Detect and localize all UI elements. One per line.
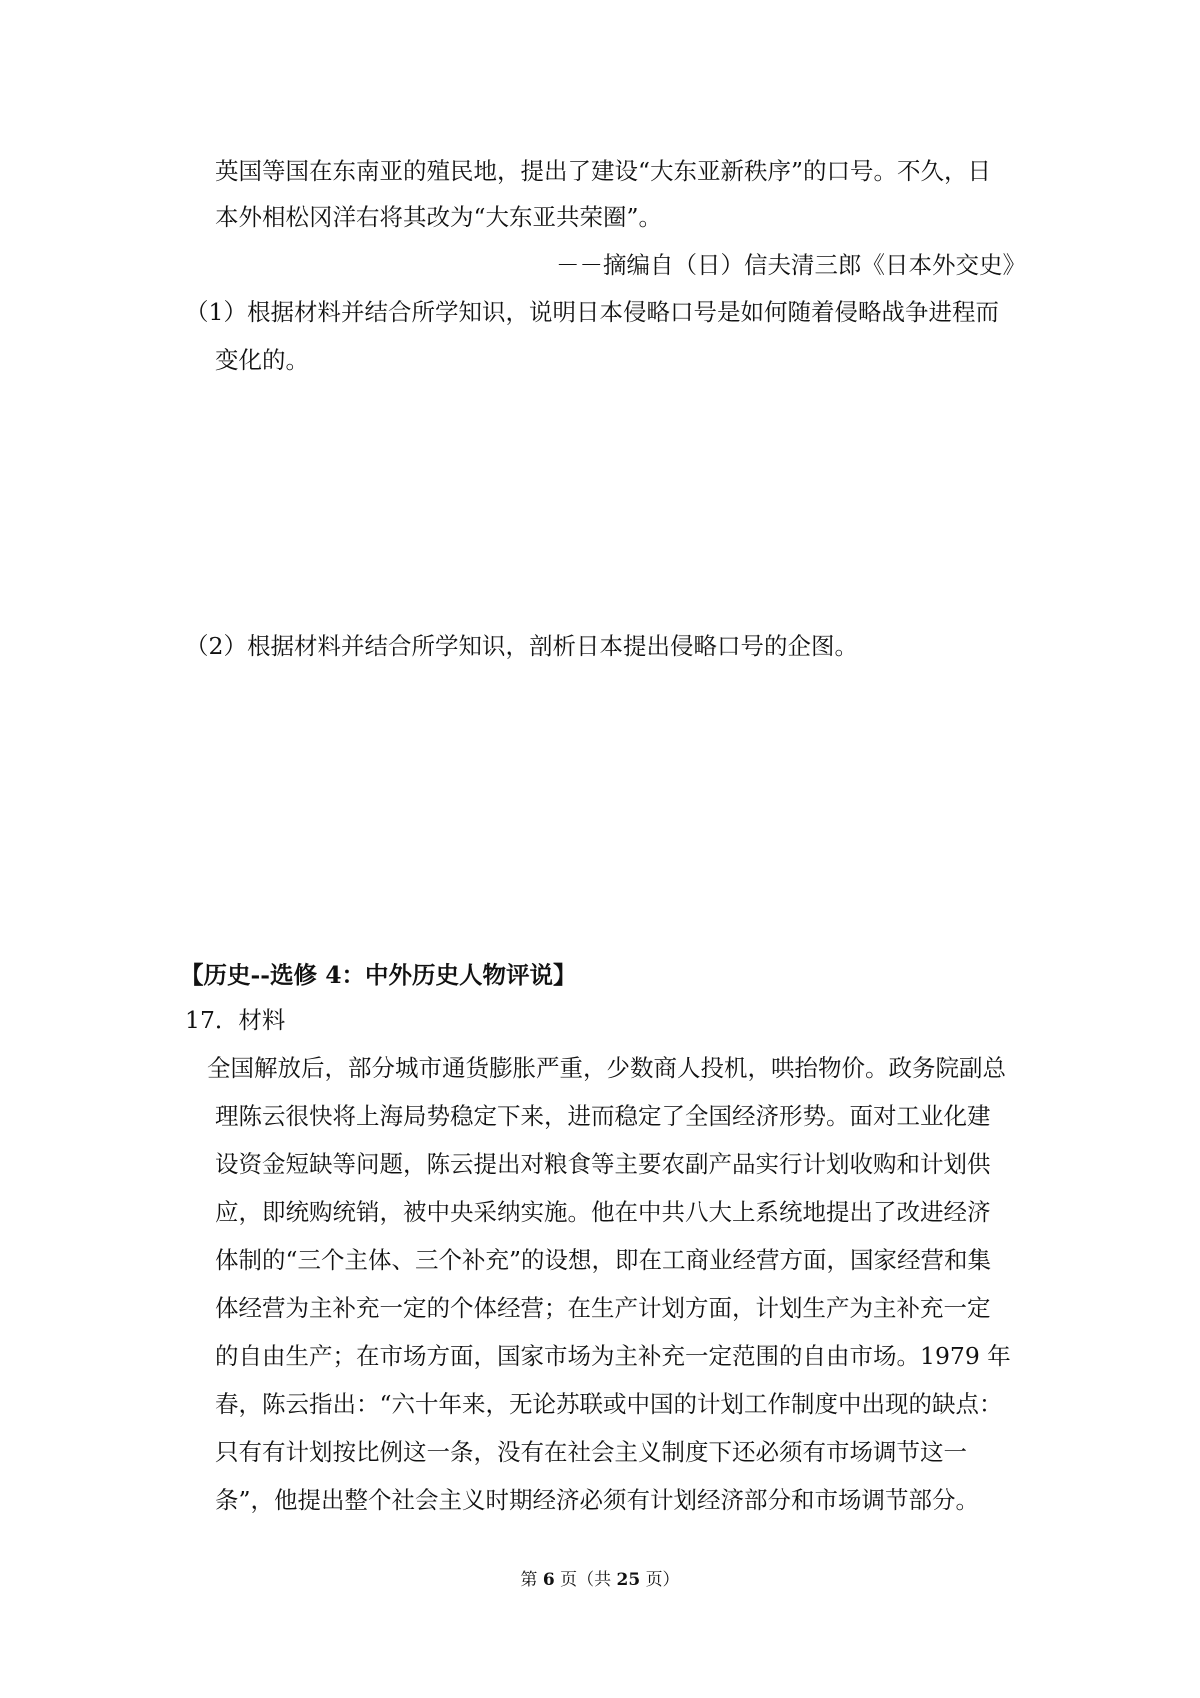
- material16-line-1: 英国等国在东南亚的殖民地，提出了建设“大东亚新秩序”的口号。不久，日: [215, 157, 992, 185]
- q17-material-line-9: 只有有计划按比例这一条，没有在社会主义制度下还必须有市场调节这一: [215, 1438, 967, 1466]
- footer-middle: 页（共: [560, 1570, 612, 1590]
- material16-line-2: 本外相松冈洋右将其改为“大东亚共荣圈”。: [215, 203, 663, 231]
- page-footer: [0, 1569, 1200, 1591]
- q17-material-line-8: 春，陈云指出：“六十年来，无论苏联或中国的计划工作制度中出现的缺点：: [215, 1390, 1003, 1418]
- q17-material-line-3: 设资金短缺等问题，陈云提出对粮食等主要农副产品实行计划收购和计划供: [215, 1150, 991, 1178]
- q17-material-line-10: 条”，他提出整个社会主义时期经济必须有计划经济部分和市场调节部分。: [215, 1486, 980, 1514]
- section-title: 【历史--选修 4：中外历史人物评说】: [180, 961, 577, 989]
- footer-prefix: 第: [520, 1570, 538, 1590]
- q16-1-line-2: 变化的。: [215, 346, 309, 374]
- q17-material-line-1: 全国解放后，部分城市通货膨胀严重，少数商人投机，哄抬物价。政务院副总: [207, 1054, 1006, 1082]
- footer-total-pages: 25: [616, 1570, 641, 1590]
- q17-header: 17．材料: [185, 1006, 286, 1034]
- q17-material-line-2: 理陈云很快将上海局势稳定下来，进而稳定了全国经济形势。面对工业化建: [215, 1102, 991, 1130]
- material16-source: －－摘编自（日）信夫清三郎《日本外交史》: [556, 251, 1026, 279]
- q16-2: （2）根据材料并结合所学知识，剖析日本提出侵略口号的企图。: [185, 632, 858, 660]
- q17-material-line-4: 应，即统购统销，被中央采纳实施。他在中共八大上系统地提出了改进经济: [215, 1198, 991, 1226]
- q17-material-line-7: 的自由生产；在市场方面，国家市场为主补充一定范围的自由市场。1979 年: [215, 1342, 1011, 1370]
- q17-material-line-6: 体经营为主补充一定的个体经营；在生产计划方面，计划生产为主补充一定: [215, 1294, 991, 1322]
- footer-page-number: 6: [542, 1570, 555, 1590]
- footer-suffix: 页）: [645, 1570, 680, 1590]
- q16-1-line-1: （1）根据材料并结合所学知识，说明日本侵略口号是如何随着侵略战争进程而: [185, 298, 999, 326]
- q17-material-line-5: 体制的“三个主体、三个补充”的设想，即在工商业经营方面，国家经营和集: [215, 1246, 992, 1274]
